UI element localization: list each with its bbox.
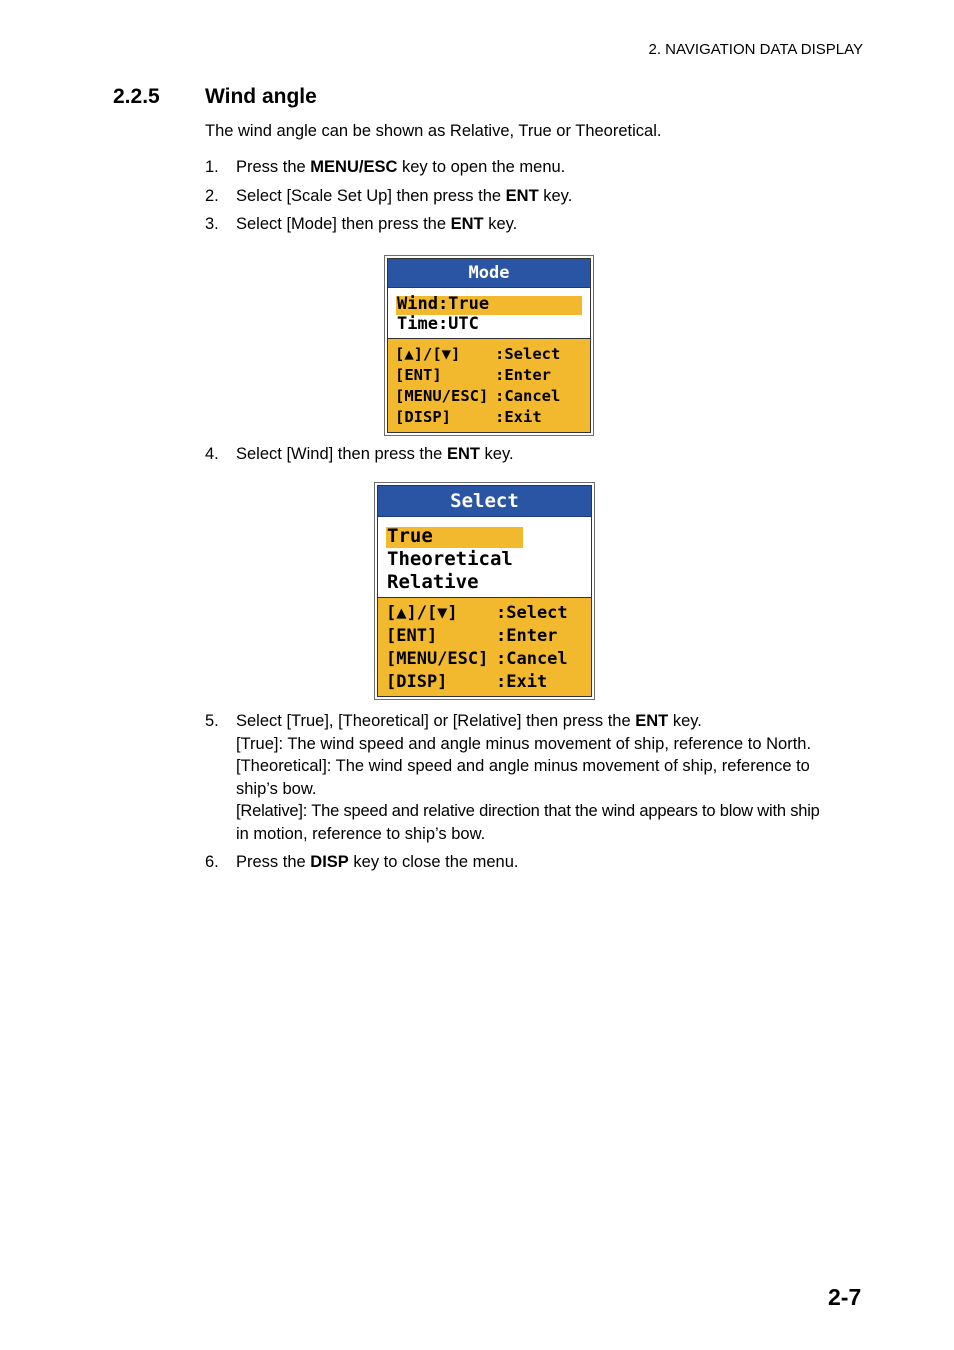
step-number: 4. (205, 445, 219, 463)
step-text: Select [Wind] then press the ENT key. (236, 445, 514, 463)
mode-menu-screen (384, 255, 594, 436)
detail-line: [Theoretical]: The wind speed and angle minus movement of ship, reference to (236, 757, 810, 775)
option-true[interactable]: True (387, 525, 433, 547)
key-name: ENT (505, 187, 539, 205)
step-text: Select [True], [Theoretical] or [Relative] then press the ENT key. [True]: The wind speed and angle minus movement of ship, reference to North. [Theoretical]: The wind speed and angle minus movement of ship, reference to ship’s bow. [Relative]: The speed and relative direction that the wind appears to blow with ship in motion, reference to ship’s bow. (236, 710, 866, 845)
step-number: 3. (205, 215, 219, 233)
key-name: ENT (635, 712, 669, 730)
running-header: 2. NAVIGATION DATA DISPLAY (648, 41, 863, 58)
mode-key-guide: [▲]/[▼] :Select [ENT] :Enter [MENU/ESC] :Cancel [DISP] :Exit (388, 338, 590, 433)
step-text: Press the MENU/ESC key to open the menu. (236, 158, 566, 176)
step-number: 6. (205, 853, 219, 871)
detail-line: [True]: The wind speed and angle minus movement of ship, reference to North. (236, 734, 812, 753)
intro-paragraph: The wind angle can be shown as Relative, True or Theoretical. (205, 122, 662, 140)
select-menu-screen (374, 482, 595, 700)
step-number: 5. (205, 712, 219, 730)
select-menu-body (378, 517, 591, 597)
option-relative[interactable]: Relative (387, 571, 479, 593)
detail-line: ship’s bow. (236, 779, 317, 798)
select-menu-title: Select (378, 486, 591, 517)
step-number: 1. (205, 158, 219, 176)
mode-menu-body (388, 288, 590, 338)
key-name: ENT (450, 215, 484, 233)
step-5 (205, 710, 865, 850)
page-number: 2-7 (828, 1284, 862, 1310)
option-theoretical[interactable]: Theoretical (387, 548, 513, 570)
key-name: ENT (446, 445, 480, 463)
section-title: Wind angle (205, 85, 317, 108)
step-number: 2. (205, 187, 219, 205)
mode-row-time[interactable]: Time:UTC (397, 314, 479, 334)
detail-line: in motion, reference to ship’s bow. (236, 824, 486, 843)
select-key-guide: [▲]/[▼] :Select [ENT] :Enter [MENU/ESC] :Cancel [DISP] :Exit (378, 597, 591, 697)
detail-line: [Relative]: The speed and relative direction that the wind appears to blow with ship (236, 802, 820, 820)
section-number: 2.2.5 (113, 85, 160, 108)
step-text: Select [Mode] then press the ENT key. (236, 215, 518, 233)
step-text: Press the DISP key to close the menu. (236, 853, 519, 871)
mode-row-wind[interactable]: Wind:True (397, 294, 490, 314)
step-text: Select [Scale Set Up] then press the ENT key. (236, 187, 573, 205)
mode-menu-title: Mode (388, 259, 590, 288)
key-name: DISP (310, 853, 349, 871)
key-name: MENU/ESC (310, 158, 398, 176)
